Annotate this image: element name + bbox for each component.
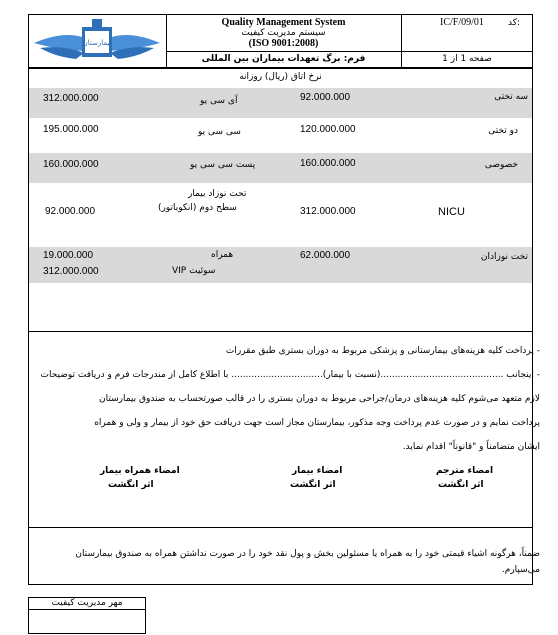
rate-value: 160.000.000 (300, 158, 356, 169)
rate-label: پست سی سی یو (190, 160, 256, 170)
form-title: فرم: برگ تعهدات بیماران بین المللی (201, 54, 366, 64)
fingerprint-label: اثر انگشت (438, 480, 484, 490)
rate-value: 62.000.000 (300, 250, 351, 261)
rate-label: سی سی یو (198, 127, 241, 137)
rate-row-bg (29, 88, 532, 118)
fingerprint-label: اثر انگشت (290, 480, 336, 490)
rate-row-bg (29, 153, 532, 183)
rate-label: دو تختی (488, 126, 518, 136)
svg-text:بیمارستان: بیمارستان (82, 39, 112, 47)
rate-value: 312.000.000 (43, 266, 99, 277)
title-fa: سیستم مدیریت کیفیت (241, 28, 326, 38)
rate-value: 160.000.000 (43, 159, 99, 170)
rate-value: 120.000.000 (300, 124, 356, 135)
rate-value: 19.000.000 (43, 250, 94, 261)
rate-label: تحت نوزاد بیمار (188, 189, 247, 199)
rate-label: سه تختی (494, 92, 528, 102)
rates-title: نرخ اتاق (ریال) روزانه (239, 72, 322, 82)
commitment-line: پرداخت نمایم و در صورت عدم پرداخت وجه مذکور، بیمارستان مجاز است جهت دریافت حق خود از بیمار و ولی و همراه (94, 418, 540, 428)
rate-row-bg (29, 247, 532, 283)
rate-label: NICU (438, 206, 465, 218)
rate-value: 195.000.000 (43, 124, 99, 135)
page-info: صفحه 1 از 1 (442, 54, 492, 64)
commitment-line: - پرداخت کلیه هزینه‌های بیمارستانی و پزشکی مربوط به دوران بستری طبق مقررات (225, 346, 540, 356)
quality-stamp-label: مهر مدیریت کیفیت (51, 598, 123, 608)
sig-translator-label: امضاء مترجم (436, 466, 494, 476)
rate-label: آی سی یو (200, 96, 238, 106)
commitment-line: لازم متعهد می‌شوم کلیه هزینه‌های درمان/جراحی مربوط به دوران بستری را در قالب صورتحساب به صندوق بیمارستان (99, 394, 540, 404)
commitment-line: - اینجانب ...........................................(نسبت با بیمار)................................ با اطلاع کامل از مندرجات فرم و دریافت توضیحات (40, 370, 540, 380)
sig-companion-label: امضاء همراه بیمار (100, 466, 180, 476)
standard-label: (ISO 9001:2008) (248, 38, 319, 49)
rate-label: همراه (211, 250, 234, 260)
rate-label: سطح دوم (انکوباتور) (158, 203, 237, 213)
rate-value: 92.000.000 (300, 92, 351, 103)
fingerprint-label: اثر انگشت (108, 480, 154, 490)
hospital-logo (32, 17, 162, 63)
rate-label: سوئیت VIP (172, 266, 216, 276)
rate-label: تخت نوزادان (480, 252, 528, 262)
sig-patient-label: امضاء بیمار (292, 466, 343, 476)
code-label: کد: (508, 18, 521, 28)
rate-value: 312.000.000 (300, 206, 356, 217)
code-value: IC/F/09/01 (440, 17, 484, 28)
note-line: ضمناً، هرگونه اشیاء قیمتی خود را به همراه یا مسئولین بخش و پول نقد خود را در صورت نداشتن همراه به صندوق بیمارستان (75, 549, 540, 559)
rate-label: خصوصی (484, 160, 518, 170)
commitment-line: ایشان متضامناً و "قانوناً" اقدام نماید. (402, 442, 540, 452)
note-line: می‌سپارم. (501, 565, 540, 575)
rate-value: 312.000.000 (43, 93, 99, 104)
title-en: Quality Management System (221, 17, 346, 28)
rate-value: 92.000.000 (45, 206, 96, 217)
commitment-box (28, 331, 533, 528)
